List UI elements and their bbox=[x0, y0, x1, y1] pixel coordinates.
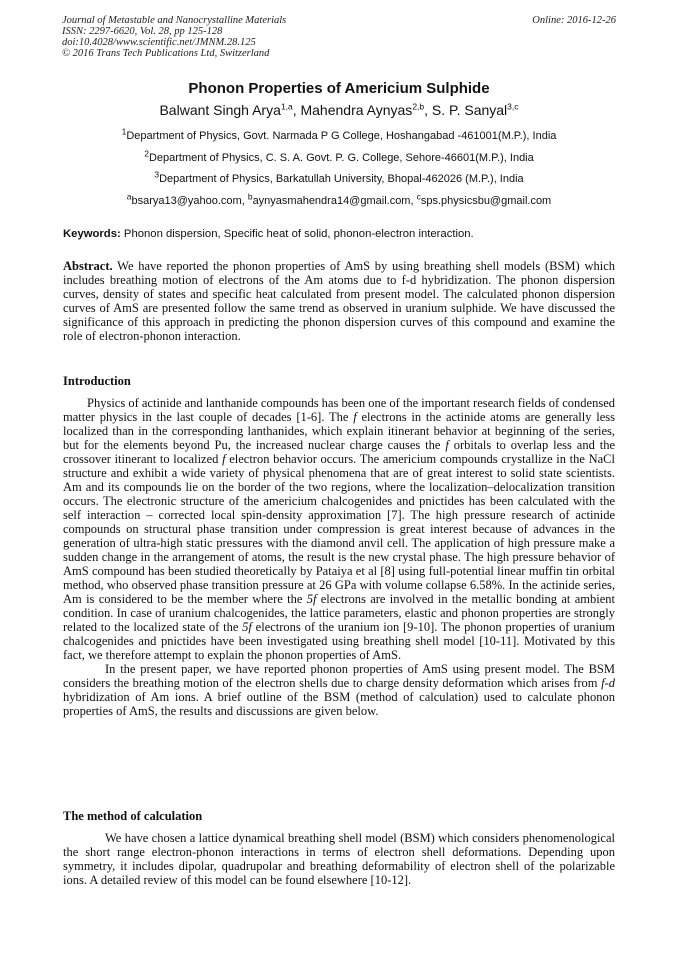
affiliation-mark: 2 bbox=[144, 148, 149, 159]
author-affiliation-mark: 3,c bbox=[507, 101, 519, 112]
text-run-italic: f bbox=[445, 438, 449, 452]
affiliation-1 bbox=[0, 126, 678, 142]
text-run: Physics of actinide and lanthanide compounds has been one of the important research fields of condensed matter physics in the last couple of decades [1-6]. The bbox=[63, 396, 615, 424]
author-name: Balwant Singh Arya bbox=[159, 102, 281, 118]
email-text: bsarya13@yahoo.com, bbox=[131, 195, 248, 207]
email-text: sps.physicsbu@gmail.com bbox=[420, 195, 552, 207]
affiliation-2 bbox=[0, 148, 678, 164]
author-name: Mahendra Aynyas bbox=[300, 102, 413, 118]
copyright-line: © 2016 Trans Tech Publications Ltd, Switzerland bbox=[62, 48, 270, 59]
paper-title: Phonon Properties of Americium Sulphide bbox=[188, 80, 490, 97]
text-run: In the present paper, we have reported phonon properties of AmS using present model. The BSM considers the breathing motion of the electron shells due to charge density deformation which arises from bbox=[63, 662, 615, 690]
affiliation-text: Department of Physics, Barkatullah University, Bhopal-462026 (M.P.), India bbox=[159, 173, 524, 185]
affiliation-mark: 3 bbox=[154, 169, 160, 180]
text-run-italic: f-d bbox=[601, 676, 615, 690]
text-run: hybridization of Am ions. A brief outline of the BSM (method of calculation) used to calculate phonon properties of AmS, the results and discussions are given below. bbox=[63, 690, 615, 718]
text-run: electron behavior occurs. The americium compounds crystallize in the NaCl structure and exhibit a wide variety of physical phenomena that are of great interest to solid state scientists. Am and its compounds lie on the border of the two regions, where the localization–delocalization transition occurs. The electronic structure of the americium chalcogenides and pnictides has been calculated with the self interaction – corrected local spin-density approximation [7]. The high pressure research of actinide compounds on structural phase transition under compression is great interest because of advances in the generation of ultra-high static pressures with the diamond anvil cell. The application of high pressure make a sudden change in the arrangement of atoms, the result is the new crystal phase. The high pressure behavior of AmS compound has been studied theoretically by Pataiya et al [8] using full-potential linear muffin tin orbital method, who observed phase transition pressure at 26 GPa with volume collapse 6.58%. In the actinide series, Am is considered to be the member where the bbox=[63, 452, 615, 606]
method-body bbox=[63, 831, 615, 887]
journal-header bbox=[62, 15, 616, 59]
affiliation-mark: 1 bbox=[121, 126, 127, 137]
affiliation-text: Department of Physics, Govt. Narmada P G College, Hoshangabad -461001(M.P.), India bbox=[126, 130, 557, 142]
keywords-line bbox=[63, 228, 615, 240]
abstract-label: Abstract. bbox=[63, 259, 113, 273]
journal-name: Journal of Metastable and Nanocrystalline Materials bbox=[62, 15, 287, 26]
affiliation-text: Department of Physics, C. S. A. Govt. P. G. College, Sehore-46601(M.P.), India bbox=[148, 152, 534, 164]
abstract bbox=[63, 259, 615, 343]
affiliation-3 bbox=[0, 169, 678, 185]
author-affiliation-mark: 2,b bbox=[412, 101, 425, 112]
email-mark: b bbox=[247, 191, 253, 202]
abstract-text: We have reported the phonon properties of AmS by using breathing shell models (BSM) which includes breathing motion of electrons of the Am atoms due to f-d hybridization. The phonon dispersion curves, density of states and specific heat calculated from present model. The calculated phonon dispersion curves of AmS are presented follow the same trend as observed in uranium sulphide. We have discussed the significance of this approach in predicting the phonon dispersion curves of this compound and examine the role of electron-phonon interaction. bbox=[63, 259, 615, 343]
online-date: Online: 2016-12-26 bbox=[532, 15, 616, 26]
keywords-text: Phonon dispersion, Specific heat of solid, phonon-electron interaction. bbox=[120, 228, 474, 240]
text-run-italic: f bbox=[353, 410, 357, 424]
section-heading-method: The method of calculation bbox=[63, 809, 203, 823]
doi-line: doi:10.4028/www.scientific.net/JMNM.28.125 bbox=[62, 37, 256, 48]
email-mark: c bbox=[416, 191, 421, 202]
text-run-italic: 5f bbox=[306, 592, 317, 606]
author-separator: , bbox=[292, 102, 301, 118]
introduction-paragraph bbox=[63, 396, 615, 662]
text-run-italic: f bbox=[222, 452, 226, 466]
author-separator: , bbox=[424, 102, 432, 118]
text-run: electrons of the uranium ion [9-10]. The phonon properties of uranium chalcogenides and pnictides have been investigated using breathing shell model [10-11]. Motivated by this fact, we therefore attempt to explain the phonon properties of AmS. bbox=[63, 620, 615, 662]
introduction-paragraph bbox=[63, 662, 615, 718]
text-run: electrons are involved in the metallic bonding at ambient condition. In case of uranium chalcogenides, the lattice parameters, elastic and phonon properties are strongly related to the localized state of the bbox=[63, 592, 615, 634]
text-run: electrons in the actinide atoms are generally less localized than in the corresponding lanthanides, which explain itinerant behavior at beginning of the series, but for the elements beyond Pu, the increased nuclear charge causes the bbox=[63, 410, 616, 452]
issn-line: ISSN: 2297-6620, Vol. 28, pp 125-128 bbox=[62, 26, 223, 37]
email-text: aynyasmahendra14@gmail.com, bbox=[252, 195, 417, 207]
introduction-body bbox=[63, 396, 615, 718]
author-affiliation-mark: 1,a bbox=[280, 101, 293, 112]
text-run: orbitals to overlap less and the crossover itinerant to localized bbox=[63, 438, 615, 466]
author-list bbox=[0, 102, 678, 118]
keywords-label: Keywords: bbox=[63, 228, 121, 240]
text-run-italic: 5f bbox=[242, 620, 252, 634]
author-name: S. P. Sanyal bbox=[431, 102, 508, 118]
section-heading-introduction: Introduction bbox=[63, 374, 131, 388]
method-paragraph: We have chosen a lattice dynamical breathing shell model (BSM) which considers phenomenological the short range electron-phonon interactions in terms of electron shell deformations. Depending upon symmetry, it includes dipolar, quadrupolar and breathing deformability of electron shell of the polarizable ions. A detailed review of this model can be found elsewhere [10-12]. bbox=[63, 831, 615, 887]
author-emails bbox=[0, 191, 678, 207]
email-mark: a bbox=[126, 191, 132, 202]
